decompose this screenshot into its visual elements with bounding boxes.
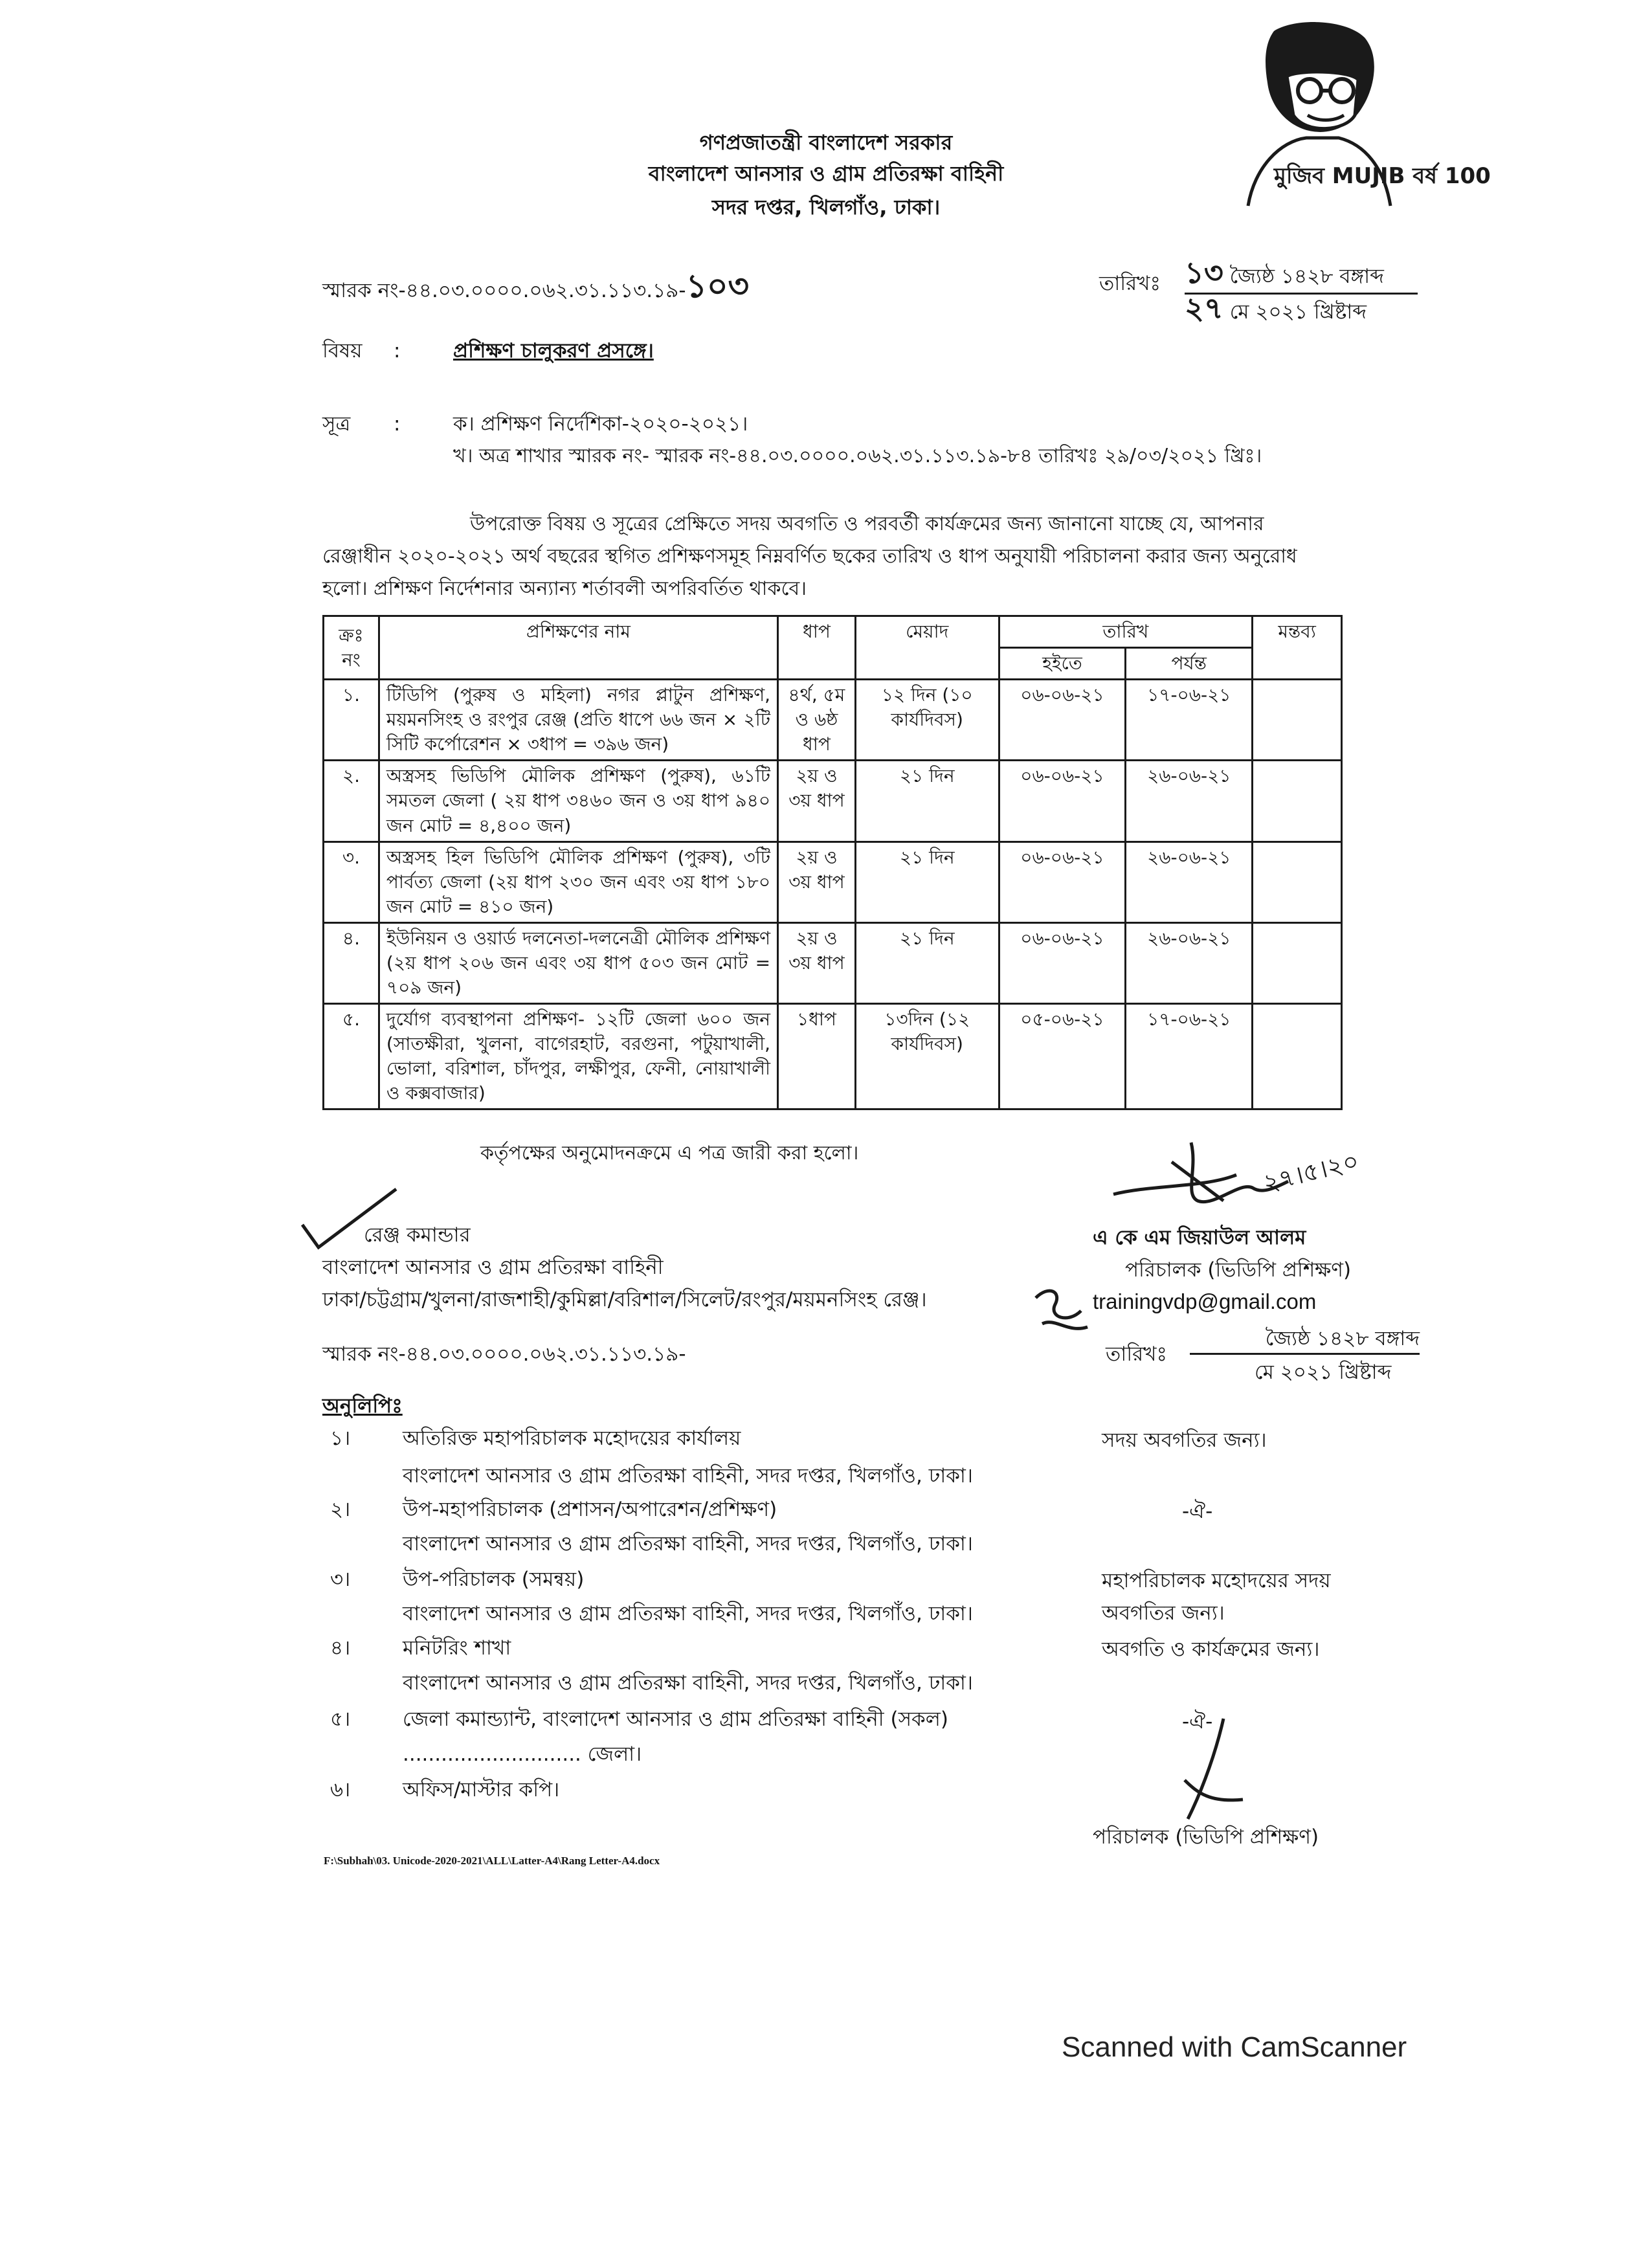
th-phase: ধাপ [778, 616, 856, 680]
copy-num-4: ৪। [330, 1636, 351, 1660]
copy-line1-2: উপ-মহাপরিচালক (প্রশাসন/অপারেশন/প্রশিক্ষণ) [403, 1498, 777, 1521]
copy-line2-3: বাংলাদেশ আনসার ও গ্রাম প্রতিরক্ষা বাহিনী, সদর দপ্তর, খিলগাঁও, ঢাকা। [403, 1602, 973, 1625]
copy-num-6: ৬। [330, 1778, 351, 1801]
date-label: তারিখঃ [1099, 272, 1161, 295]
cell-name: টিডিপি (পুরুষ ও মহিলা) নগর প্লাটুন প্রশিক্ষণ, ময়মনসিংহ ও রংপুর রেঞ্জ (প্রতি ধাপে ৬৬ জন × ২টি সিটি কর্পোরেশন × ৩ধাপ = ৩৯৬ জন) [379, 680, 777, 761]
header-org: বাংলাদেশ আনসার ও গ্রাম প্রতিরক্ষা বাহিনী [648, 161, 1004, 186]
cell-from: ০৬-০৬-২১ [999, 761, 1126, 842]
subject-label: বিষয় [322, 339, 363, 362]
source-label: সূত্র [322, 412, 351, 436]
copy-line1-5: জেলা কমান্ড্যান্ট, বাংলাদেশ আনসার ও গ্রাম প্রতিরক্ষা বাহিনী (সকল) [403, 1708, 948, 1731]
cell-serial: ৩. [324, 842, 379, 922]
cell-duration: ১৩দিন (১২ কার্যদিবস) [855, 1004, 999, 1109]
copy-num-3: ৩। [330, 1568, 351, 1591]
director-signature [1100, 1123, 1372, 1220]
copy-signature [1178, 1715, 1256, 1825]
th-from: হইতে [999, 648, 1126, 680]
memo2-date-label: তারিখঃ [1106, 1343, 1168, 1366]
cell-name: অস্ত্রসহ ভিডিপি মৌলিক প্রশিক্ষণ (পুরুষ), ৬১টি সমতল জেলা ( ২য় ধাপ ৩৪৬০ জন ও ৩য় ধাপ ৯৪০ জন মোট = ৪,৪০০ জন) [379, 761, 777, 842]
cell-phase: ২য় ও ৩য় ধাপ [778, 922, 856, 1003]
cell-serial: ৪. [324, 922, 379, 1003]
copy-line1-6: অফিস/মাস্টার কপি। [403, 1778, 560, 1801]
cell-duration: ২১ দিন [855, 761, 999, 842]
training-table [322, 615, 1343, 1110]
copy-line2-5: ............................ জেলা। [403, 1743, 642, 1766]
memo2-ref: স্মারক নং-৪৪.০৩.০০০০.০৬২.৩১.১১৩.১৯- [322, 1343, 686, 1366]
cell-to: ২৬-০৬-২১ [1126, 761, 1253, 842]
date-bn: ১৩ জ্যৈষ্ঠ ১৪২৮ বঙ্গাব্দ [1185, 252, 1418, 295]
th-duration: মেয়াদ [855, 616, 999, 680]
note-3b: অবগতির জন্য। [1102, 1601, 1225, 1625]
copy-line1-4: মনিটরিং শাখা [403, 1636, 511, 1660]
header-gov: গণপ্রজাতন্ত্রী বাংলাদেশ সরকার [699, 130, 953, 155]
th-remarks: মন্তব্য [1253, 616, 1342, 680]
recipient-org: বাংলাদেশ আনসার ও গ্রাম প্রতিরক্ষা বাহিনী [322, 1256, 664, 1279]
file-path: F:\Subhah\03. Unicode-2020-2021\ALL\Latter-A4\Rang Letter-A4.docx [324, 1855, 660, 1867]
cell-phase: ২য় ও ৩য় ধাপ [778, 761, 856, 842]
cell-phase: ২য় ও ৩য় ধাপ [778, 842, 856, 922]
cell-to: ১৭-০৬-২১ [1126, 680, 1253, 761]
table-row [324, 922, 1342, 1003]
table-header-row [324, 616, 1342, 648]
copy-line2-1: বাংলাদেশ আনসার ও গ্রাম প্রতিরক্ষা বাহিনী, সদর দপ্তর, খিলগাঁও, ঢাকা। [403, 1464, 973, 1488]
th-date: তারিখ [999, 616, 1253, 648]
copy-line1-3: উপ-পরিচালক (সমন্বয়) [403, 1568, 585, 1591]
ditto-1: -ঐ- [1182, 1500, 1213, 1523]
memo2-date-en: মে ২০২১ খ্রিষ্টাব্দ [1255, 1361, 1392, 1384]
approval-line: কর্তৃপক্ষের অনুমোদনক্রমে এ পত্র জারী করা হলো। [480, 1142, 859, 1165]
cell-duration: ১২ দিন (১০ কার্যদিবস) [855, 680, 999, 761]
recipient-ranges: ঢাকা/চট্টগ্রাম/খুলনা/রাজশাহী/কুমিল্লা/বরিশাল/সিলেট/রংপুর/ময়মনসিংহ রেঞ্জ। [322, 1288, 927, 1311]
copy-signer: পরিচালক (ভিডিপি প্রশিক্ষণ) [1093, 1825, 1319, 1849]
cell-duration: ২১ দিন [855, 922, 999, 1003]
copy-line2-4: বাংলাদেশ আনসার ও গ্রাম প্রতিরক্ষা বাহিনী, সদর দপ্তর, খিলগাঁও, ঢাকা। [403, 1671, 973, 1695]
cell-name: ইউনিয়ন ও ওয়ার্ড দলনেতা-দলনেত্রী মৌলিক প্রশিক্ষণ (২য় ধাপ ২০৬ জন এবং ৩য় ধাপ ৫০৩ জন মোট = ৭০৯ জন) [379, 922, 777, 1003]
cell-remarks [1253, 680, 1342, 761]
source-b: খ। অত্র শাখার স্মারক নং- স্মারক নং-৪৪.০৩.০০০০.০৬২.৩১.১১৩.১৯-৮৪ তারিখঃ ২৯/০৩/২০২১ খ্রিঃ। [453, 445, 1262, 467]
table-row [324, 1004, 1342, 1109]
cell-phase: ৪র্থ, ৫ম ও ৬ষ্ঠ ধাপ [778, 680, 856, 761]
th-name: প্রশিক্ষণের নাম [379, 616, 777, 680]
copy-line1-1: অতিরিক্ত মহাপরিচালক মহোদয়ের কার্যালয় [403, 1427, 741, 1450]
cell-from: ০৫-০৬-২১ [999, 1004, 1126, 1109]
table-row [324, 842, 1342, 922]
cell-name: দুর্যোগ ব্যবস্থাপনা প্রশিক্ষণ- ১২টি জেলা ৬০০ জন (সাতক্ষীরা, খুলনা, বাগেরহাট, বরগুনা, পটুয়াখালী, ভোলা, বরিশাল, চাঁদপুর, লক্ষীপুর, ফেনী, নোয়াখালী ও কক্সবাজার) [379, 1004, 777, 1109]
cell-remarks [1253, 1004, 1342, 1109]
memo-ref: স্মারক নং-৪৪.০৩.০০০০.০৬২.৩১.১১৩.১৯-১০৩ [322, 267, 750, 305]
director-designation: পরিচালক (ভিডিপি প্রশিক্ষণ) [1125, 1258, 1352, 1282]
note-1: সদয় অবগতির জন্য। [1102, 1429, 1267, 1452]
copy-num-2: ২। [330, 1498, 351, 1521]
cell-from: ০৬-০৬-২১ [999, 842, 1126, 922]
director-name: এ কে এম জিয়াউল আলম [1093, 1226, 1306, 1249]
cell-to: ২৬-০৬-২১ [1126, 842, 1253, 922]
body-line1: উপরোক্ত বিষয় ও সূত্রের প্রেক্ষিতে সদয় অবগতি ও পরবর্তী কার্যক্রমের জন্য জানানো যাচ্ছে যে, আপনার [470, 513, 1264, 535]
camscanner-watermark: Scanned with CamScanner [1062, 2031, 1407, 2063]
cell-serial: ২. [324, 761, 379, 842]
initial-signature [1029, 1278, 1094, 1343]
memo2-date-bn: জ্যৈষ্ঠ ১৪২৮ বঙ্গাব্দ [1190, 1326, 1420, 1355]
cell-to: ১৭-০৬-২১ [1126, 1004, 1253, 1109]
cell-remarks [1253, 922, 1342, 1003]
logo-text: মুজিব MUJIB বর্ষ 100 [1274, 163, 1491, 189]
header-address: সদর দপ্তর, খিলগাঁও, ঢাকা। [711, 195, 941, 219]
note-4: অবগতি ও কার্যক্রমের জন্য। [1102, 1638, 1320, 1661]
signature-date: ২৭।৫।২০ [1260, 1146, 1362, 1198]
subject-colon: : [394, 339, 401, 362]
cell-to: ২৬-০৬-২১ [1126, 922, 1253, 1003]
mujib-borsho-logo [1235, 18, 1491, 212]
th-to: পর্যন্ত [1126, 648, 1253, 680]
cell-remarks [1253, 842, 1342, 922]
memo-ref-hand: ১০৩ [686, 267, 750, 305]
table-row [324, 761, 1342, 842]
copies-title: অনুলিপিঃ [322, 1394, 403, 1418]
cell-duration: ২১ দিন [855, 842, 999, 922]
cell-from: ০৬-০৬-২১ [999, 922, 1126, 1003]
copy-num-1: ১। [330, 1427, 351, 1450]
note-3a: মহাপরিচালক মহোদয়ের সদয় [1102, 1569, 1331, 1592]
cell-remarks [1253, 761, 1342, 842]
recipient-title: রেঞ্জ কমান্ডার [364, 1223, 471, 1247]
copy-num-5: ৫। [330, 1708, 351, 1731]
subject-text: প্রশিক্ষণ চালুকরণ প্রসঙ্গে। [453, 339, 654, 362]
source-a: ক। প্রশিক্ষণ নির্দেশিকা-২০২০-২০২১। [453, 412, 748, 436]
body-line2: রেঞ্জাধীন ২০২০-২০২১ অর্থ বছরের স্থগিত প্রশিক্ষণসমূহ নিম্নবর্ণিত ছকের তারিখ ও ধাপ অনুযায়ী পরিচালনা করার জন্য অনুরোধ [322, 545, 1297, 568]
source-colon: : [394, 412, 401, 436]
date-en: ২৭ মে ২০২১ খ্রিষ্টাব্দ [1185, 291, 1367, 326]
cell-from: ০৬-০৬-২১ [999, 680, 1126, 761]
cell-phase: ১ধাপ [778, 1004, 856, 1109]
ditto-2: -ঐ- [1182, 1710, 1213, 1733]
th-serial: ক্রঃ নং [324, 616, 379, 680]
cell-serial: ৫. [324, 1004, 379, 1109]
body-line3: হলো। প্রশিক্ষণ নির্দেশনার অন্যান্য শর্তাবলী অপরিবর্তিত থাকবে। [322, 577, 807, 600]
cell-serial: ১. [324, 680, 379, 761]
table-row [324, 680, 1342, 761]
cell-name: অস্ত্রসহ হিল ভিডিপি মৌলিক প্রশিক্ষণ (পুরুষ), ৩টি পার্বত্য জেলা (২য় ধাপ ২৩০ জন এবং ৩য় ধাপ ১৮০ জন মোট = ৪১০ জন) [379, 842, 777, 922]
copy-line2-2: বাংলাদেশ আনসার ও গ্রাম প্রতিরক্ষা বাহিনী, সদর দপ্তর, খিলগাঁও, ঢাকা। [403, 1532, 973, 1555]
director-email: trainingvdp@gmail.com [1093, 1289, 1317, 1313]
